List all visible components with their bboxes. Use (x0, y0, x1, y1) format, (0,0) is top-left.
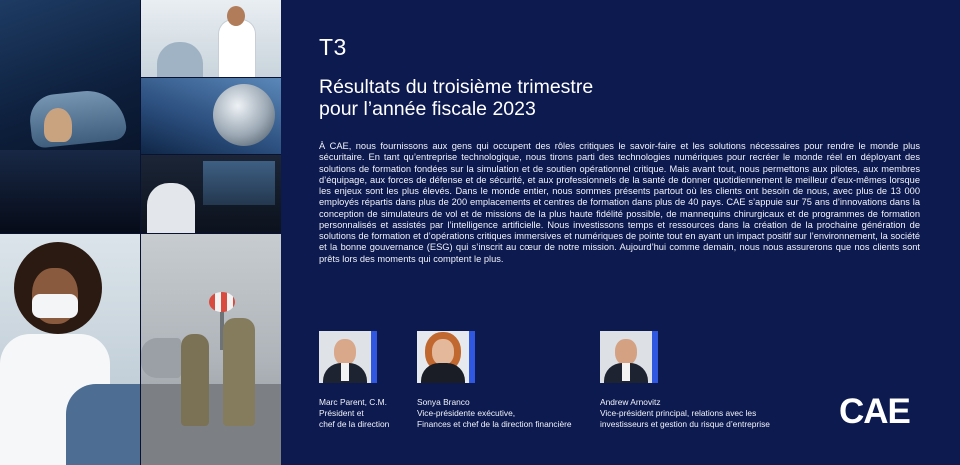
executive-photo (600, 331, 654, 385)
content-panel (281, 0, 960, 465)
executive-role-line-2: chef de la direction (319, 419, 390, 429)
title-line-2: pour l’année fiscale 2023 (319, 98, 536, 120)
executive-name: Andrew Arnovitz (600, 397, 661, 407)
doctor-patient-photo (141, 0, 281, 77)
executive-name: Marc Parent, C.M. (319, 397, 387, 407)
nurse-photo (0, 234, 140, 465)
executive-card (417, 331, 572, 429)
executive-role-line-1: Vice-président principal, relations avec les (600, 408, 757, 418)
photo-collage (0, 0, 281, 465)
executive-role-line-1: Vice-présidente exécutive, (417, 408, 516, 418)
quarter-label: T3 (319, 34, 347, 60)
executive-card (600, 331, 770, 429)
soldiers-airfield-photo (141, 234, 281, 465)
page-title (319, 76, 719, 120)
title-line-1: Résultats du troisième trimestre (319, 76, 594, 98)
cae-logo: CAE (839, 392, 910, 431)
executive-name: Sonya Branco (417, 397, 470, 407)
executive-role-line-2: Finances et chef de la direction financière (417, 419, 572, 429)
simulator-training-photo (141, 155, 281, 233)
cockpit-pilot-photo (0, 0, 140, 233)
executive-role-line-2: investisseurs et gestion du risque d’entreprise (600, 419, 770, 429)
company-description: À CAE, nous fournissons aux gens qui occupent des rôles critiques le savoir-faire et les solutions nécessaires pour rendre le monde plus sécuritaire. En tant qu’entreprise technologique, nous tirons parti des technologies numériques pour recréer le monde réel en déployant des solutions de formation fondées sur la simulation et de soutien opérationnel critique. Mais avant tout, nous permettons aux pilotes, aux membres d’équipage, aux forces de défense et de sécurité, et aux professionnels de la santé de donner quotidiennement le meilleur d’eux-mêmes lorsque les enjeux sont les plus élevés. Dans le monde entier, nous sommes présents partout où les clients ont besoin de nous, avec plus de 13 000 employés répartis dans plus de 200 emplacements et centres de formation dans plus de 40 pays. CAE s’appuie sur 75 ans d’innovations dans la conception de simulateurs de vol et de missions de la plus haute fidélité possible, de mannequins chirurgicaux et de programmes de formation personnalisés et assistés par l’intelligence artificielle. Nous investissons temps et ressources dans la création de la prochaine génération de solutions de formation et d’opérations critiques immersives et numériques de pointe tout en ayant un impact positif sur l’environnement, la société et la bonne gouvernance (ESG) qui s’inscrit au cœur de notre mission. Aujourd’hui comme demain, nous nous assurerons que nos clients sont prêts lors des moments qui comptent le plus. (319, 141, 920, 264)
executive-photo (319, 331, 373, 385)
executive-photo (417, 331, 471, 385)
executive-role-line-1: Président et (319, 408, 364, 418)
executive-card (319, 331, 390, 429)
pilot-helmet-photo (141, 78, 281, 154)
